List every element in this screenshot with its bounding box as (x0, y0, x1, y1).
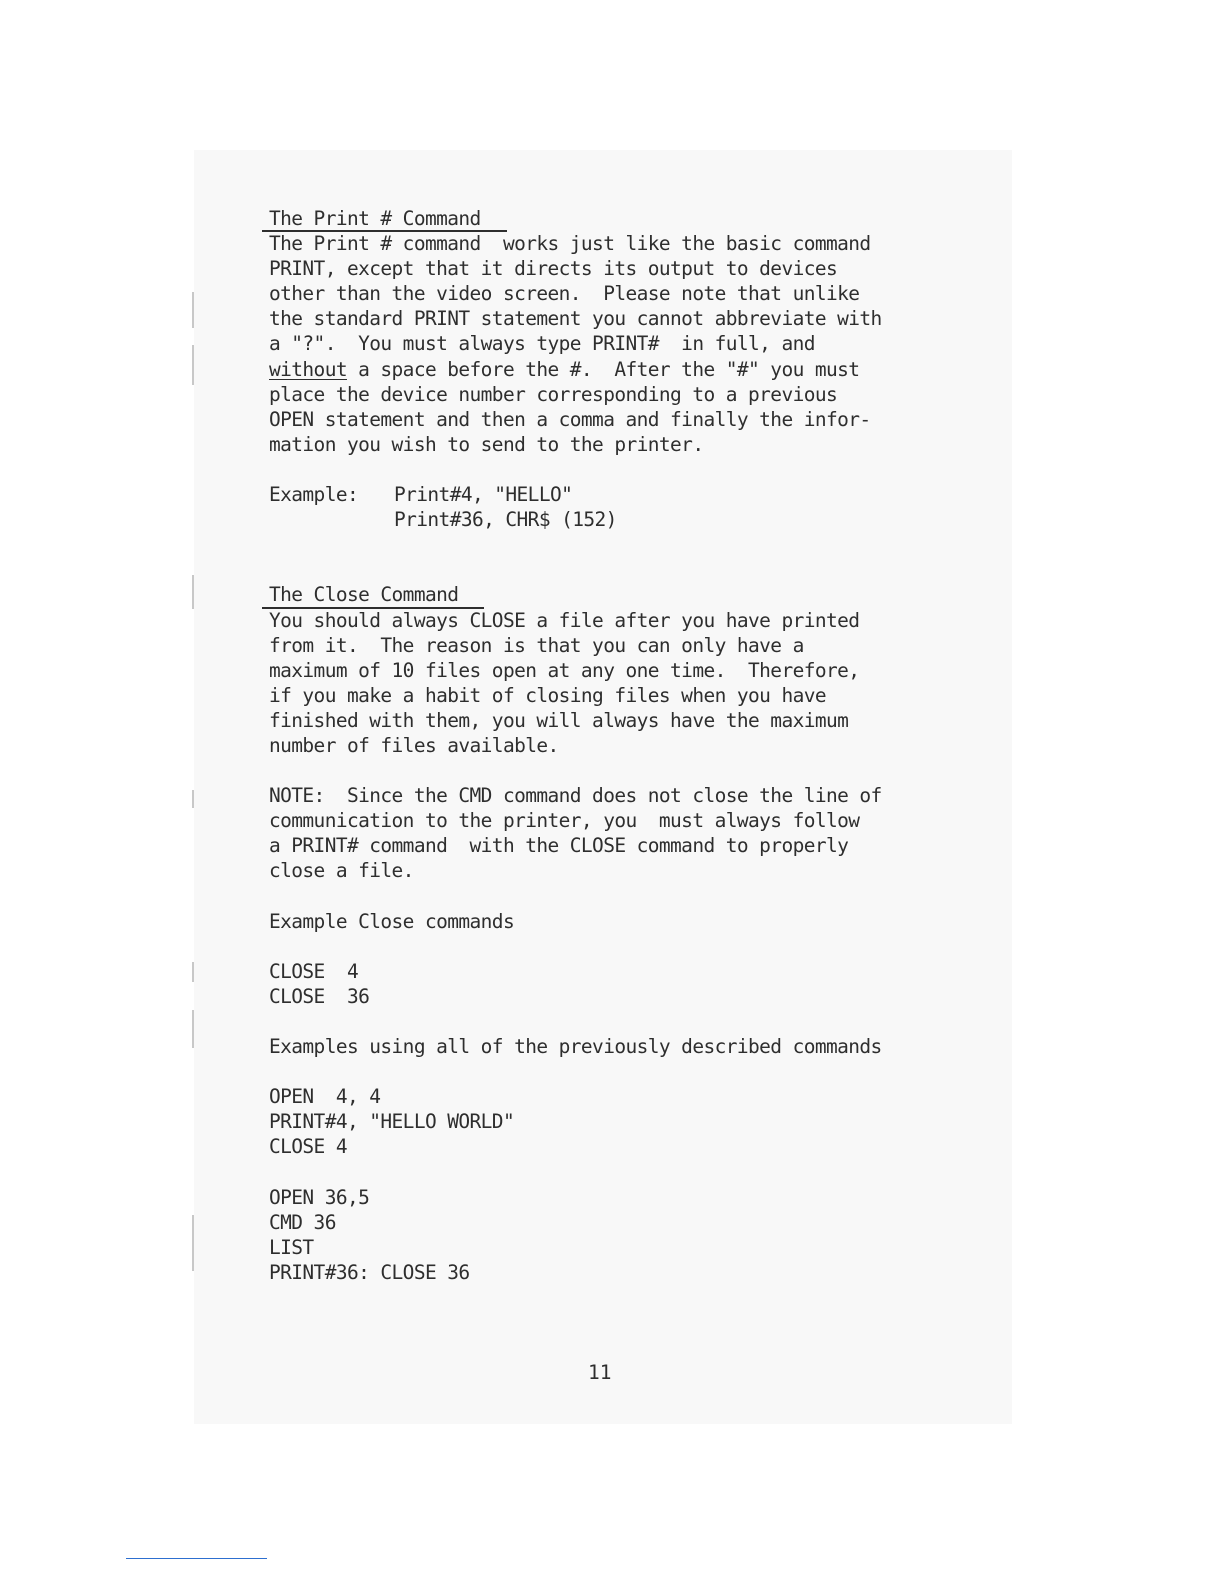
binder-mark (192, 962, 194, 982)
paragraph-line: the standard PRINT statement you cannot abbreviate with (269, 307, 882, 331)
code-line: PRINT#36: CLOSE 36 (269, 1260, 470, 1284)
example-close-title: Example Close commands (269, 909, 515, 933)
paragraph-line: place the device number corresponding to a previous (269, 382, 838, 406)
spacer (269, 532, 1029, 582)
print-command-paragraph (269, 231, 1029, 457)
paragraph-line: You should always CLOSE a file after you have printed (269, 608, 860, 632)
spacer (269, 758, 1029, 783)
code-block (269, 1185, 1029, 1285)
code-line: OPEN 4, 4 (269, 1085, 381, 1109)
code-line: LIST (269, 1235, 314, 1259)
paragraph-line: mation you wish to send to the printer. (269, 432, 704, 456)
example-row (269, 507, 1029, 532)
binder-mark (192, 575, 194, 609)
code-line: CLOSE 4 (269, 959, 359, 983)
paragraph-line-rest: a space before the #. After the "#" you must (346, 357, 860, 381)
example-row (269, 482, 1029, 507)
spacer (269, 1059, 1029, 1084)
code-line: CLOSE 36 (269, 984, 370, 1008)
code-line: CLOSE 4 (269, 1135, 347, 1159)
paragraph-line: if you make a habit of closing files when you have (269, 683, 826, 707)
binder-mark (192, 345, 194, 385)
paragraph-line: from it. The reason is that you can only have a (269, 633, 804, 657)
page-number: 11 (588, 1361, 612, 1384)
example-label-spacer (269, 507, 394, 532)
spacer (269, 1009, 1029, 1034)
underlined-word: without (269, 357, 347, 381)
print-example (269, 482, 1029, 532)
spacer (269, 934, 1029, 959)
paragraph-line: PRINT, except that it directs its output to devices (269, 257, 838, 281)
paragraph-line: The Print # command works just like the basic command (269, 232, 871, 256)
example-code: Print#36, CHR$ (152) (394, 508, 617, 532)
page-content (269, 206, 1029, 1285)
section-heading-close-command: The Close Command (269, 583, 459, 607)
spacer (269, 884, 1029, 909)
spacer (269, 457, 1029, 482)
code-line: OPEN 36,5 (269, 1185, 370, 1209)
example-label: Example: (269, 483, 359, 507)
note-paragraph (269, 783, 1029, 883)
section-heading-print-command: The Print # Command (269, 207, 481, 230)
note-line: NOTE: Since the CMD command does not close the line of (269, 784, 882, 808)
paragraph-line: number of files available. (269, 733, 559, 757)
binder-mark (192, 790, 194, 808)
paragraph-line: OPEN statement and then a comma and finally the infor- (269, 407, 871, 431)
binder-mark (192, 292, 194, 328)
code-line: PRINT#4, "HELLO WORLD" (269, 1110, 515, 1134)
footnote-rule (126, 1558, 267, 1559)
paragraph-line: finished with them, you will always have the maximum (269, 708, 849, 732)
close-examples (269, 959, 1029, 1009)
binder-mark (192, 1010, 194, 1048)
example-code: Print#4, "HELLO" (394, 483, 573, 507)
spacer (269, 1160, 1029, 1185)
note-line: close a file. (269, 859, 414, 883)
code-block (269, 1084, 1029, 1159)
paragraph-line: other than the video screen. Please note that unlike (269, 282, 860, 306)
paragraph-line: maximum of 10 files open at any one time. Therefore, (269, 658, 860, 682)
paragraph-line: a "?". You must always type PRINT# in full, and (269, 332, 815, 356)
code-line: CMD 36 (269, 1210, 336, 1234)
binder-mark (192, 1215, 194, 1271)
note-line: a PRINT# command with the CLOSE command to properly (269, 834, 849, 858)
close-command-paragraph (269, 608, 1029, 759)
paragraph-line (269, 357, 1029, 382)
note-line: communication to the printer, you must always follow (269, 809, 860, 833)
examples-all-title: Examples using all of the previously described commands (269, 1035, 882, 1059)
